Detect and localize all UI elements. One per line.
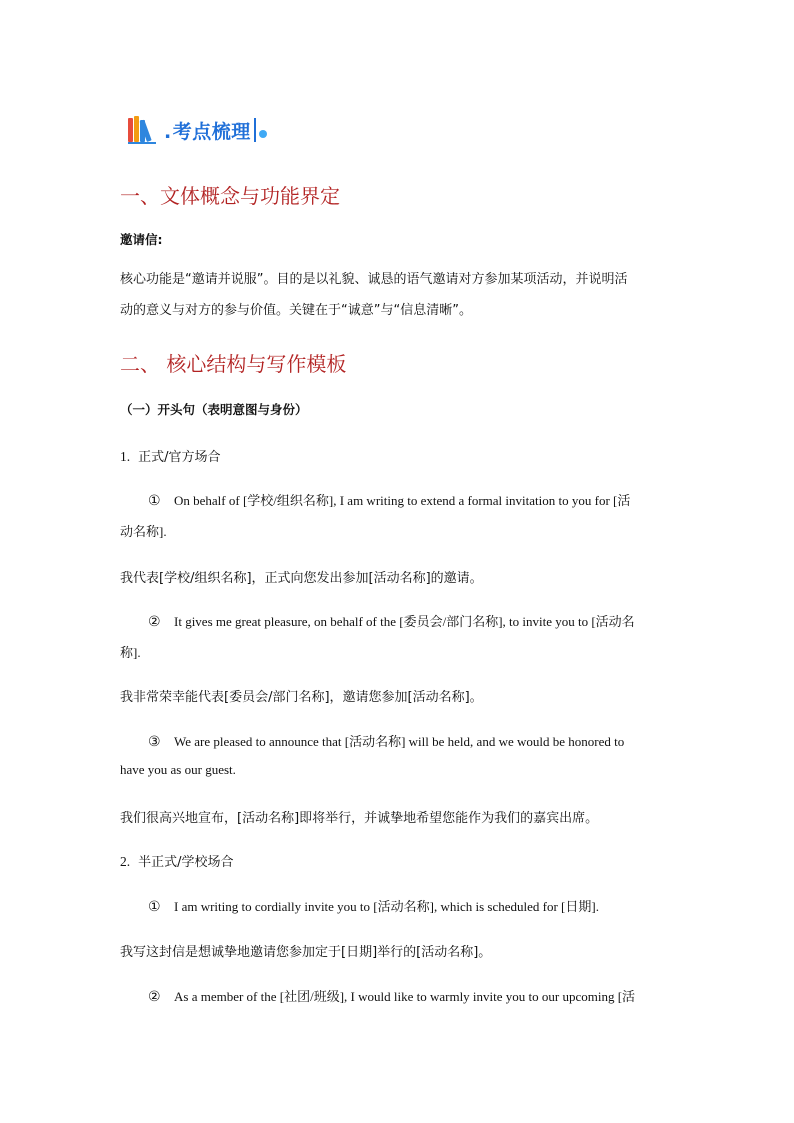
g1-item3-en-line1 [148,731,674,750]
group2-label: 半正式/学校场合 [138,855,234,870]
g1-item2-en-line2: 称]. [120,645,141,660]
g1-item2-en-line1 [148,611,674,630]
g1-item1-cn: 我代表[学校/组织名称]，正式向您发出参加[活动名称]的邀请。 [120,571,483,586]
subheading: （一）开头句（表明意图与身份） [120,402,308,417]
books-icon [128,116,158,144]
circled-number-2: ② [148,614,161,630]
g1-item3-cn: 我们很高兴地宣布，[活动名称]即将举行，并诚挚地希望您能作为我们的嘉宾出席。 [120,811,599,826]
g1-item2-en-text: It gives me great pleasure, on behalf of the [委员会/部门名称], to invite you to [活动名 [174,614,635,629]
circled-number-1: ① [148,899,161,915]
circled-number-1: ① [148,493,161,509]
circled-number-2: ② [148,989,161,1005]
group2-title [120,851,234,870]
g2-item1-cn: 我写这封信是想诚挚地邀请您参加定于[日期]举行的[活动名称]。 [120,945,492,960]
group1-label: 正式/官方场合 [138,450,221,465]
g1-item1-en-line2: 动名称]. [120,524,167,539]
g1-item1-en-line1 [148,490,674,509]
term-label: 邀请信: [120,232,163,247]
definition-line-2: 动的意义与对方的参与价值。关键在于“诚意”与“信息清晰”。 [120,303,472,318]
group1-number: 1. [120,449,131,464]
group2-number: 2. [120,854,131,869]
g2-item2-en-text: As a member of the [社团/班级], I would like to warmly invite you to our upcoming [活 [174,989,636,1004]
g2-item1-en-line1 [148,896,674,915]
section2-heading: 二、 核心结构与写作模板 [120,352,347,376]
circled-number-3: ③ [148,734,161,750]
section-logo [128,113,267,147]
definition-line-1: 核心功能是“邀请并说服”。目的是以礼貌、诚恳的语气邀请对方参加某项活动，并说明活 [120,272,628,287]
g2-item1-en-text: I am writing to cordially invite you to [活动名称], which is scheduled for [日期]. [174,899,599,914]
group1-title [120,446,221,465]
text-cursor [254,118,256,142]
section1-heading: 一、文体概念与功能界定 [120,184,340,208]
g1-item3-en-text: We are pleased to announce that [活动名称] will be held, and we would be honored to [174,734,625,749]
logo-title: . 考点梳理 [164,117,251,144]
g1-item2-cn: 我非常荣幸能代表[委员会/部门名称]，邀请您参加[活动名称]。 [120,690,483,705]
dot-icon [259,130,267,138]
g2-item2-en-line1 [148,986,674,1005]
g1-item3-en-line2: have you as our guest. [120,762,236,777]
g1-item1-en-text: On behalf of [学校/组织名称], I am writing to extend a formal invitation to you for [活 [174,493,631,508]
